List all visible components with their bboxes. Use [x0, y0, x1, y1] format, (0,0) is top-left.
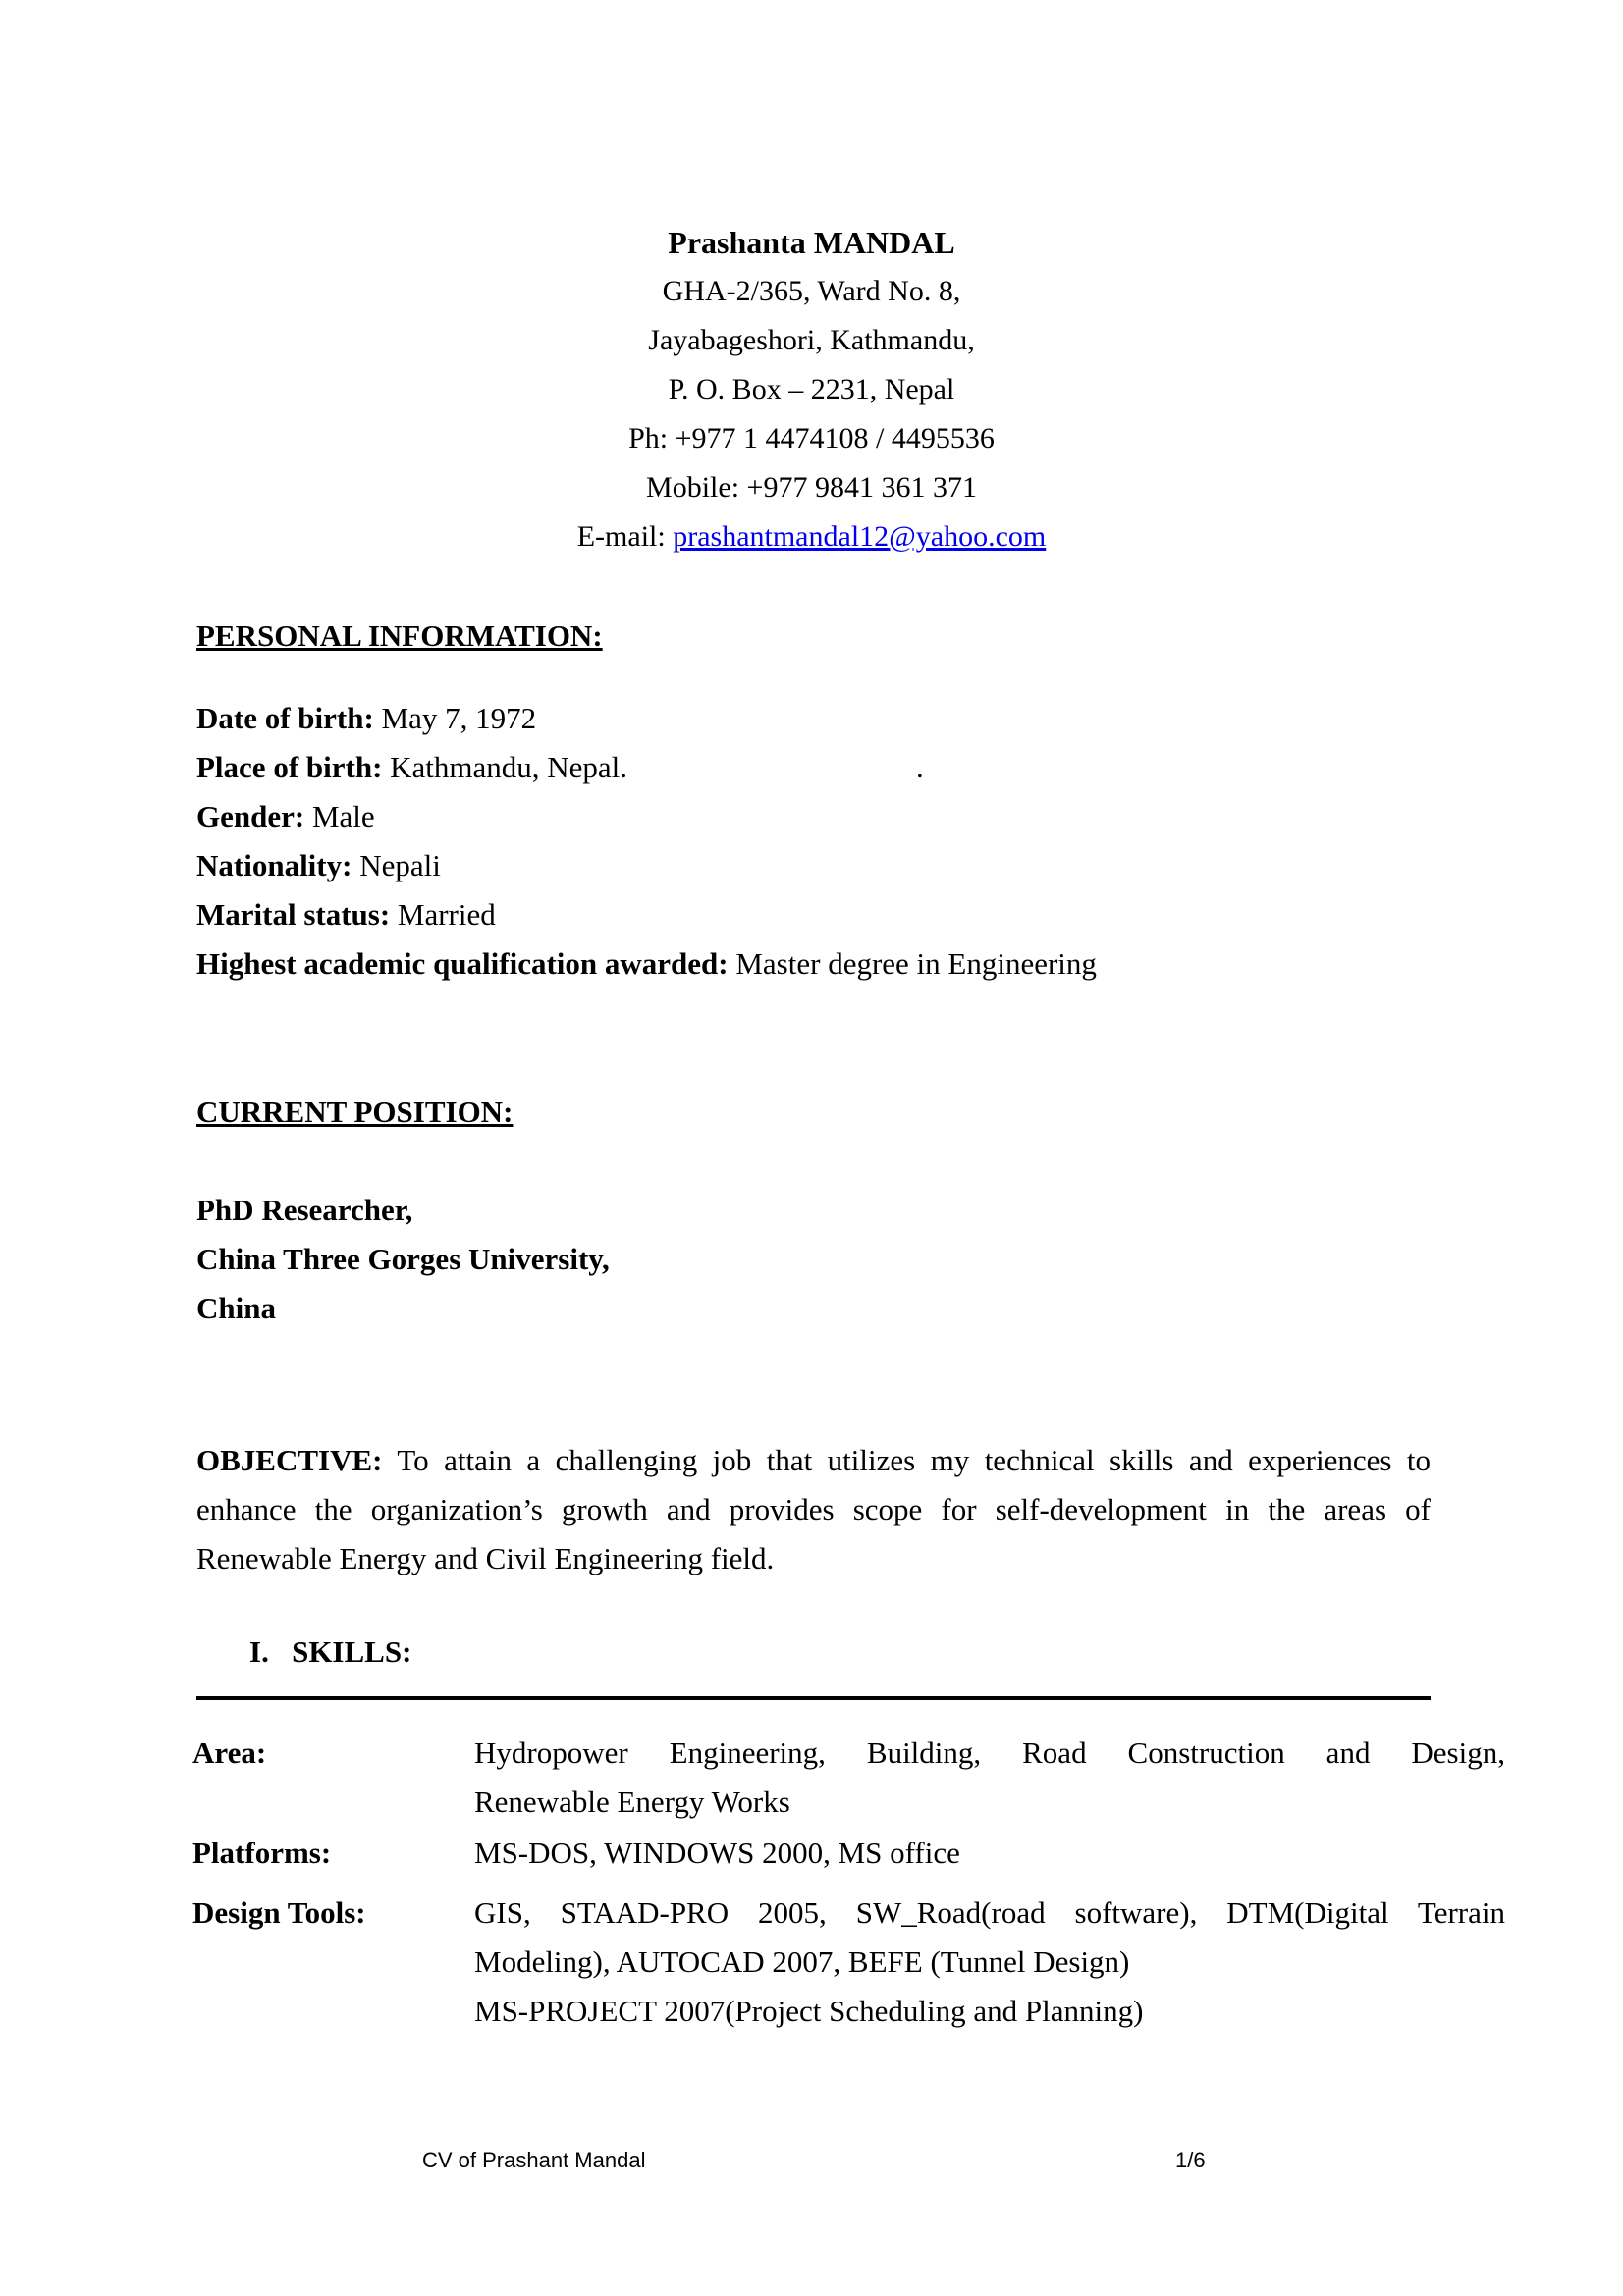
- nationality-row: [196, 841, 441, 890]
- area-line-1: Hydropower Engineering, Building, Road Construction and Design,: [474, 1735, 1505, 1770]
- address-line-3: P. O. Box – 2231, Nepal: [668, 373, 955, 405]
- dob-value: May 7, 1972: [373, 701, 537, 735]
- current-position-heading: CURRENT POSITION:: [196, 1095, 514, 1129]
- pob-row: [196, 743, 627, 792]
- nationality-label: Nationality:: [196, 848, 352, 882]
- pob-label: Place of birth:: [196, 750, 383, 784]
- candidate-name: Prashanta MANDAL: [668, 225, 955, 260]
- marital-value: Married: [390, 897, 496, 932]
- objective-text: To attain a challenging job that utilizes my technical skills and experiences to enhance the organization’s growth and provides scope for self-development in the areas of Renewable Energy and Civil Engineering field.: [196, 1443, 1431, 1575]
- nationality-value: Nepali: [352, 848, 441, 882]
- area-label: Area:: [192, 1735, 267, 1770]
- design-tools-value: [474, 1889, 1505, 2036]
- dob-label: Date of birth:: [196, 701, 374, 735]
- qualification-label: Highest academic qualification awarded:: [196, 946, 729, 981]
- position-university: China Three Gorges University,: [196, 1242, 610, 1276]
- dob-row: [196, 694, 536, 743]
- area-value: [474, 1729, 1505, 1827]
- email-line: [0, 512, 1623, 561]
- design-tools-label: Design Tools:: [192, 1896, 366, 1930]
- mobile-line: Mobile: +977 9841 361 371: [646, 471, 977, 504]
- skills-divider: [196, 1696, 1431, 1700]
- position-title: PhD Researcher,: [196, 1193, 413, 1227]
- marital-label: Marital status:: [196, 897, 391, 932]
- position-country: China: [196, 1291, 276, 1325]
- tools-line-3: MS-PROJECT 2007(Project Scheduling and Planning): [474, 1994, 1144, 2028]
- pob-trailing-dot: .: [916, 750, 924, 784]
- address-line-2: Jayabageshori, Kathmandu,: [648, 324, 975, 356]
- page-number: 1/6: [1175, 2148, 1206, 2172]
- email-label: E-mail:: [576, 520, 674, 553]
- gender-row: [196, 792, 375, 841]
- pob-value: Kathmandu, Nepal.: [382, 750, 628, 784]
- footer-title: CV of Prashant Mandal: [422, 2148, 646, 2172]
- qualification-value: Master degree in Engineering: [728, 946, 1097, 981]
- tools-line-2: Modeling), AUTOCAD 2007, BEFE (Tunnel Design): [474, 1945, 1130, 1979]
- objective-label: OBJECTIVE:: [196, 1443, 383, 1477]
- marital-row: [196, 890, 496, 939]
- tools-line-1: GIS, STAAD-PRO 2005, SW_Road(road software), DTM(Digital Terrain: [474, 1896, 1505, 1930]
- qualification-row: [196, 939, 1097, 988]
- phone-line: Ph: +977 1 4474108 / 4495536: [628, 422, 995, 454]
- platforms-value: MS-DOS, WINDOWS 2000, MS office: [474, 1836, 960, 1870]
- objective-paragraph: [196, 1436, 1431, 1583]
- gender-label: Gender:: [196, 799, 305, 833]
- skills-title: SKILLS:: [292, 1634, 412, 1669]
- email-link[interactable]: prashantmandal12@yahoo.com: [673, 520, 1047, 553]
- address-line-1: GHA-2/365, Ward No. 8,: [662, 275, 961, 307]
- skills-numeral: I.: [249, 1634, 269, 1669]
- area-line-2: Renewable Energy Works: [474, 1785, 790, 1819]
- skills-section-title: [249, 1634, 411, 1670]
- personal-info-heading: PERSONAL INFORMATION:: [196, 618, 603, 653]
- platforms-label: Platforms:: [192, 1836, 332, 1870]
- gender-value: Male: [304, 799, 375, 833]
